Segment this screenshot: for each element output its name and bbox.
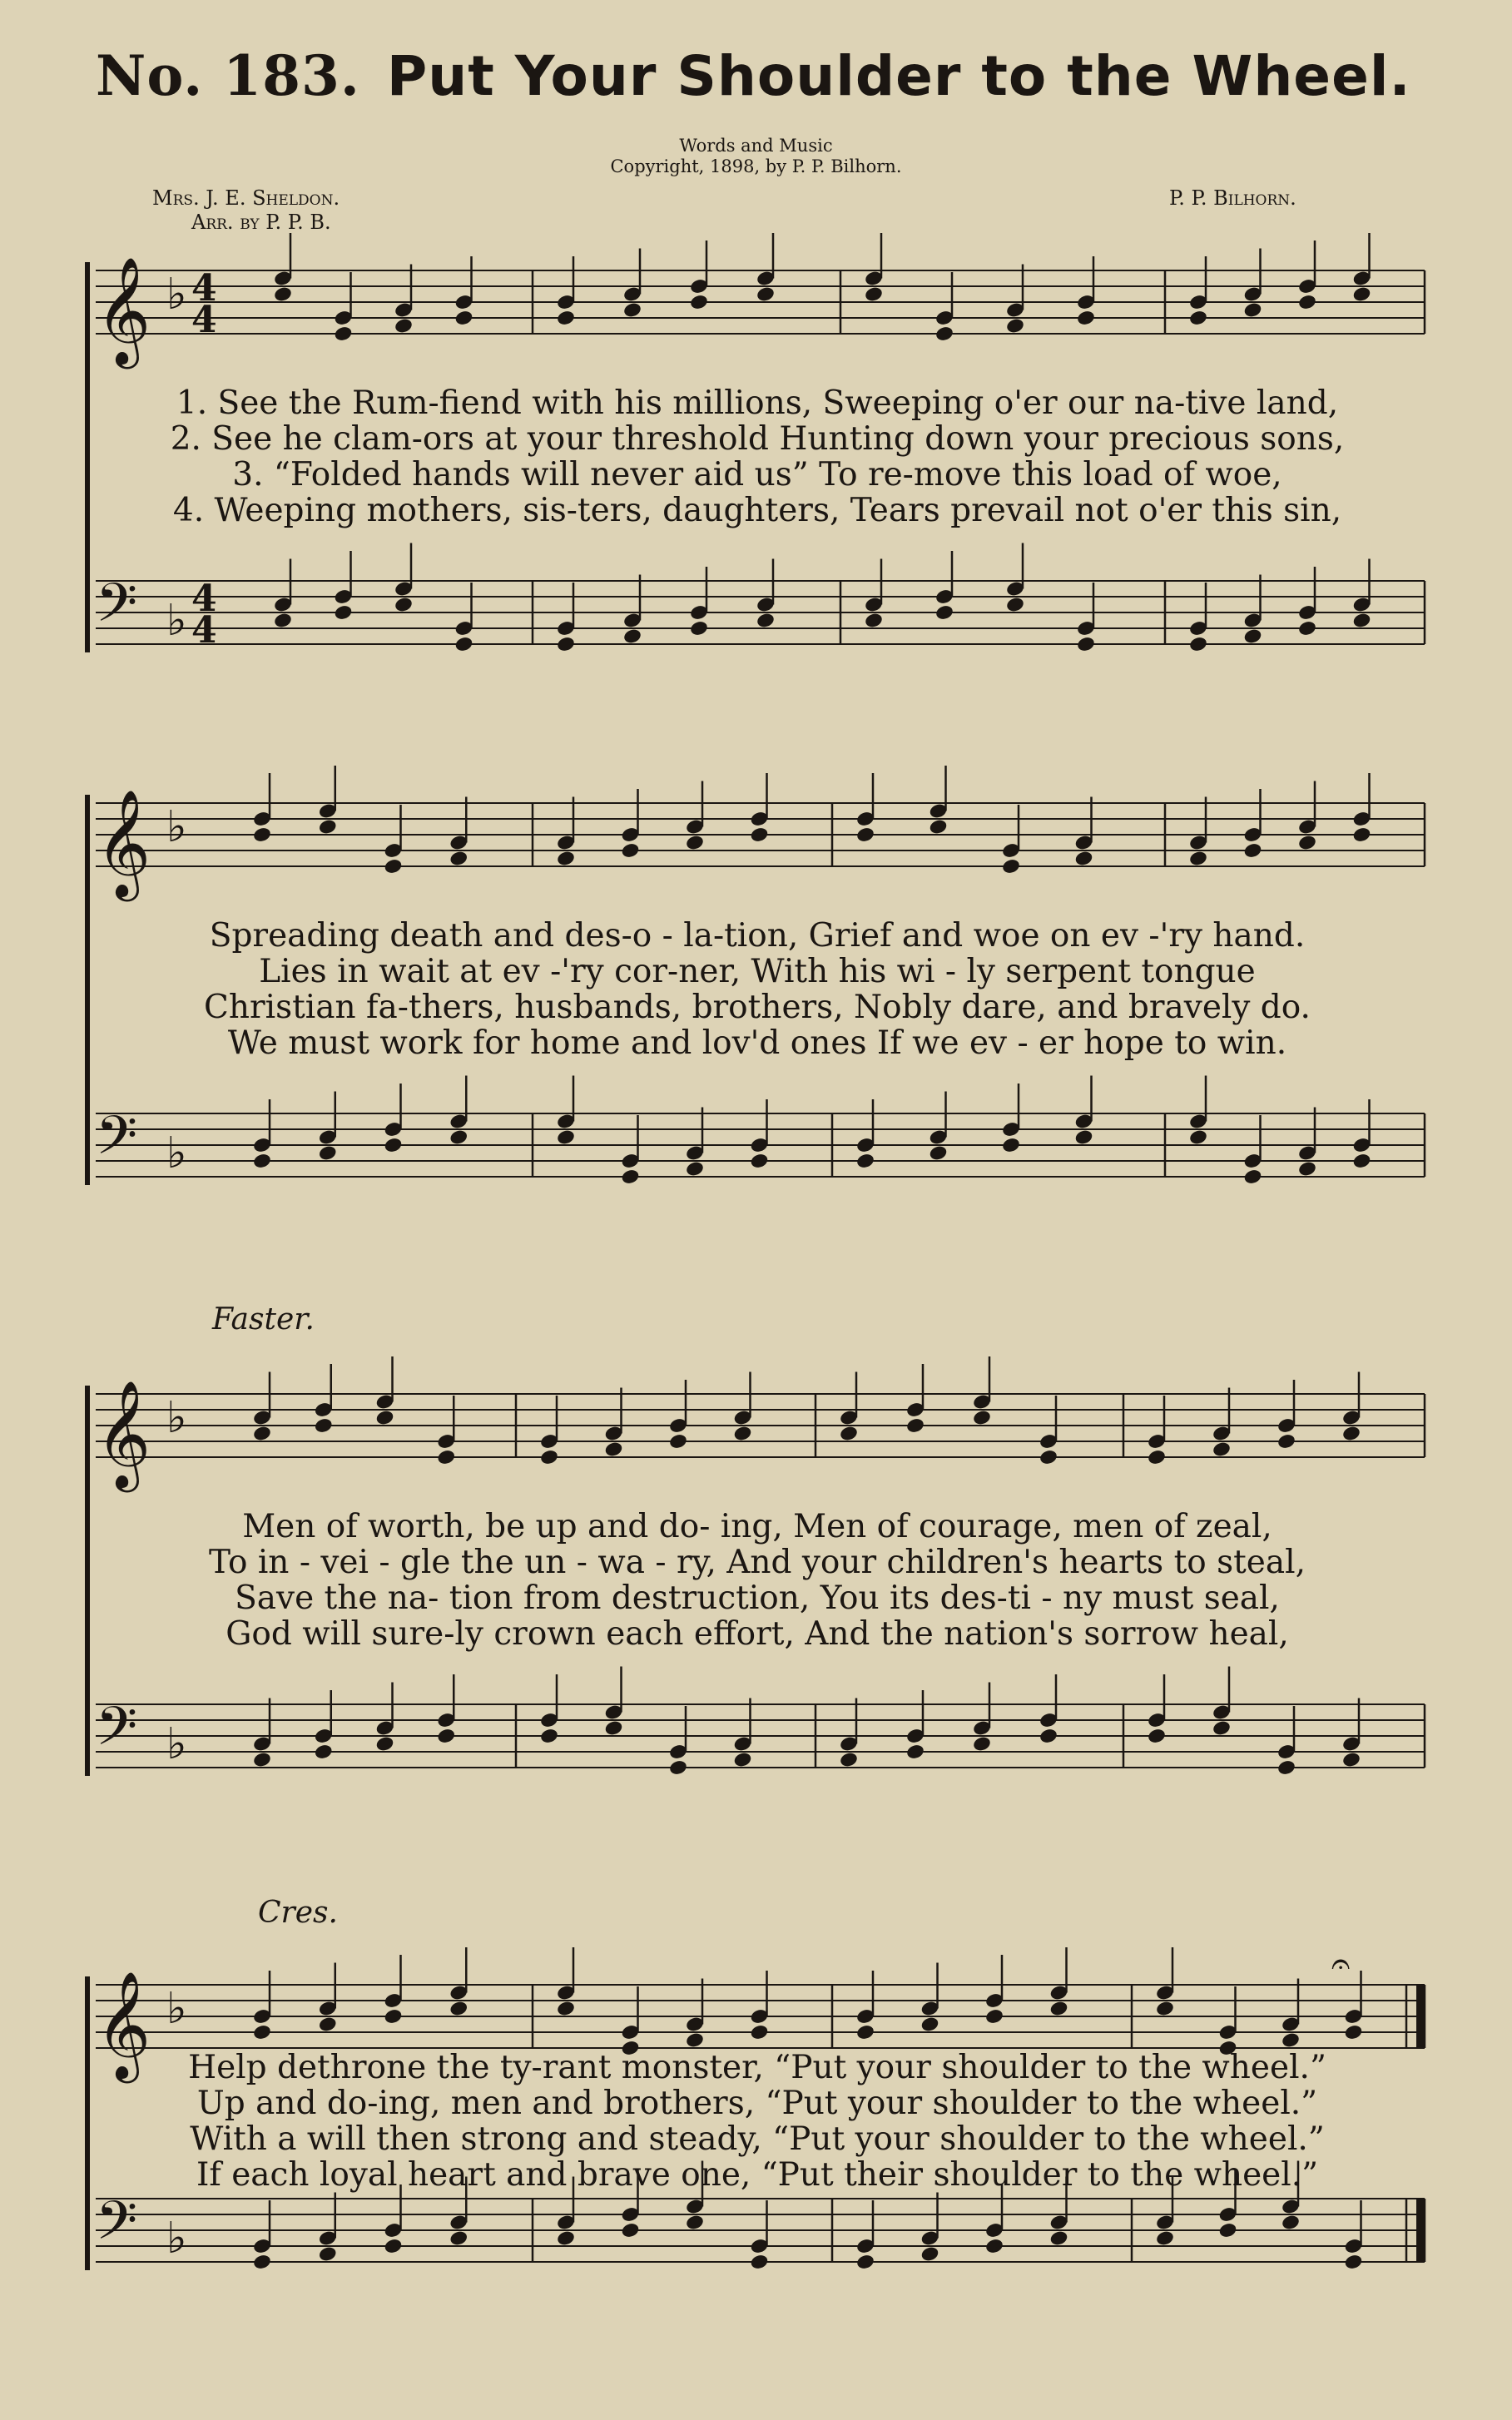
note-icon: [1076, 310, 1096, 327]
lyric-verse-4: 4. Weeping mothers, sis-ters, daughters, Tears prevail not o'er this sin,: [172, 492, 1342, 529]
note-icon: [972, 1735, 992, 1753]
note-icon: [449, 1128, 468, 1146]
flat-icon: ♭: [166, 1393, 187, 1443]
note-icon: [685, 1160, 705, 1178]
note-icon: [864, 285, 884, 303]
note-icon: [929, 1144, 949, 1162]
note-icon: [934, 325, 954, 343]
note-icon: [1341, 1425, 1361, 1442]
note-icon: [1344, 2254, 1364, 2271]
note-icon: [1147, 1449, 1167, 1466]
note-icon: [1281, 2214, 1301, 2231]
note-icon: [689, 294, 709, 311]
flat-icon: ♭: [166, 596, 187, 646]
note-icon: [556, 636, 576, 653]
note-icon: [905, 1743, 925, 1761]
lyric-verse-1: Help dethrone the ty-rant monster, “Put your shoulder to the wheel.”: [188, 2049, 1326, 2086]
final-barline: [1416, 1985, 1425, 2048]
note-icon: [1188, 310, 1208, 327]
note-icon: [1297, 620, 1317, 637]
lyric-verse-2: Lies in wait at ev -'ry cor-ner, With his wi - ly serpent tongue: [259, 953, 1256, 990]
bass-staff: [96, 1076, 1425, 1186]
note-icon: [394, 317, 414, 335]
lyric-verse-1: 1. See the Rum-fiend with his millions, Sweeping o'er our na-tive land,: [176, 384, 1339, 422]
note-icon: [920, 2245, 940, 2263]
note-icon: [1277, 1433, 1296, 1451]
note-icon: [689, 620, 709, 637]
note-icon: [375, 1409, 395, 1426]
flat-icon: ♭: [166, 802, 187, 852]
note-icon: [839, 1751, 859, 1768]
note-icon: [1277, 1759, 1296, 1777]
note-icon: [864, 612, 884, 629]
hymn-title: Put Your Shoulder to the Wheel.: [386, 44, 1411, 108]
lyrics-block: [83, 918, 1431, 1061]
note-icon: [1001, 858, 1021, 875]
treble-clef-icon: 𝄞: [96, 256, 151, 364]
note-icon: [668, 1433, 688, 1451]
bass-staff: [96, 1667, 1425, 1777]
note-icon: [733, 1425, 753, 1442]
copyright-line-1: Words and Music: [679, 136, 833, 156]
lyric-verse-1: Men of worth, be up and do- ing, Men of courage, men of zeal,: [242, 1508, 1272, 1545]
fermata-icon: 𝄐: [1331, 1947, 1351, 1983]
lyric-verse-2: To in - vei - gle the un - wa - ry, And your children's hearts to steal,: [208, 1544, 1306, 1581]
note-icon: [685, 2214, 705, 2231]
lyrics-block: [83, 2050, 1431, 2193]
author-credit: Mrs. J. E. Sheldon.: [152, 186, 340, 210]
note-icon: [1212, 1719, 1232, 1737]
note-icon: [556, 310, 576, 327]
note-icon: [384, 1137, 404, 1154]
lyric-verse-3: Save the na- tion from destruction, You its des-ti - ny must seal,: [235, 1579, 1280, 1617]
flat-icon: ♭: [166, 2214, 187, 2264]
note-icon: [556, 1128, 576, 1146]
flat-icon: ♭: [166, 270, 187, 320]
note-icon: [1218, 2222, 1238, 2239]
flat-icon: ♭: [166, 1984, 187, 2034]
note-icon: [756, 612, 776, 629]
note-icon: [604, 1441, 624, 1458]
note-icon: [934, 604, 954, 622]
note-icon: [685, 2031, 705, 2049]
note-icon: [622, 301, 642, 319]
note-icon: [855, 826, 875, 844]
note-icon: [1243, 627, 1263, 645]
time-signature-bottom: 4: [191, 609, 217, 652]
bass-clef-icon: 𝄢: [96, 573, 138, 647]
note-icon: [273, 612, 293, 629]
note-icon: [920, 2016, 940, 2033]
bass-clef-icon: 𝄢: [96, 1105, 138, 1180]
note-icon: [1001, 1137, 1021, 1154]
note-icon: [1297, 1160, 1317, 1178]
time-signature-top: 4: [191, 267, 217, 310]
note-icon: [905, 1417, 925, 1435]
note-icon: [384, 2008, 404, 2026]
lyric-verse-3: Christian fa-thers, husbands, brothers, Nobly dare, and bravely do.: [204, 989, 1311, 1026]
note-icon: [454, 636, 474, 653]
note-icon: [1297, 294, 1317, 311]
flat-icon: ♭: [166, 1128, 187, 1178]
note-icon: [984, 2238, 1004, 2255]
note-icon: [733, 1751, 753, 1768]
copyright-line-2: Copyright, 1898, by P. P. Bilhorn.: [610, 156, 902, 176]
time-signature-bottom: 4: [191, 299, 217, 341]
lyric-verse-3: 3. “Folded hands will never aid us” To re-move this load of woe,: [232, 456, 1282, 493]
note-icon: [1243, 301, 1263, 319]
note-icon: [318, 2245, 338, 2263]
note-icon: [318, 818, 338, 836]
treble-clef-icon: 𝄞: [96, 1971, 151, 2079]
note-icon: [621, 842, 641, 860]
note-icon: [1039, 1728, 1058, 1745]
note-icon: [621, 2222, 641, 2239]
dynamics-marking: Cres.: [258, 1896, 338, 1930]
note-icon: [449, 850, 468, 867]
note-icon: [750, 826, 770, 844]
note-icon: [1212, 1441, 1232, 1458]
note-icon: [556, 850, 576, 867]
note-icon: [1297, 834, 1317, 851]
note-icon: [334, 604, 354, 622]
note-icon: [984, 2008, 1004, 2026]
note-icon: [539, 1449, 559, 1466]
note-icon: [1005, 596, 1025, 613]
note-icon: [314, 1743, 334, 1761]
note-icon: [449, 2000, 468, 2017]
note-icon: [318, 1144, 338, 1162]
note-icon: [1352, 285, 1372, 303]
note-icon: [1074, 1128, 1094, 1146]
note-icon: [556, 2000, 576, 2017]
note-icon: [384, 2238, 404, 2255]
note-icon: [454, 310, 474, 327]
treble-clef-icon: 𝄞: [96, 1380, 151, 1488]
composer-credit: P. P. Bilhorn.: [1169, 186, 1296, 210]
note-icon: [668, 1759, 688, 1777]
note-icon: [252, 1751, 272, 1768]
note-icon: [604, 1719, 624, 1737]
note-icon: [1188, 1128, 1208, 1146]
bass-staff: [96, 543, 1425, 653]
note-icon: [1188, 636, 1208, 653]
note-icon: [750, 2254, 770, 2271]
note-icon: [1074, 850, 1094, 867]
note-icon: [1352, 1153, 1372, 1170]
note-icon: [1076, 636, 1096, 653]
flat-icon: ♭: [166, 1719, 187, 1769]
treble-staff: [96, 233, 1425, 369]
note-icon: [1243, 1168, 1263, 1186]
note-icon: [750, 1153, 770, 1170]
treble-staff: [96, 1356, 1425, 1493]
treble-staff: [96, 766, 1425, 902]
final-barline: [1416, 2199, 1425, 2262]
note-icon: [252, 2024, 272, 2041]
lyrics-block: [83, 1509, 1431, 1652]
note-icon: [394, 596, 414, 613]
note-icon: [436, 1728, 456, 1745]
note-icon: [1049, 2000, 1069, 2017]
note-icon: [252, 2254, 272, 2271]
lyrics-block: [83, 385, 1431, 528]
note-icon: [622, 627, 642, 645]
note-icon: [1155, 2000, 1175, 2017]
note-icon: [539, 1728, 559, 1745]
note-icon: [929, 818, 949, 836]
note-icon: [1039, 1449, 1058, 1466]
note-icon: [1344, 2024, 1364, 2041]
note-icon: [855, 2254, 875, 2271]
note-icon: [839, 1425, 859, 1442]
note-icon: [273, 285, 293, 303]
page-title: [96, 43, 1469, 108]
lyric-verse-4: God will sure-ly crown each effort, And the nation's sorrow heal,: [226, 1615, 1289, 1653]
note-icon: [252, 1153, 272, 1170]
note-icon: [1352, 826, 1372, 844]
tempo-marking: Faster.: [212, 1302, 315, 1336]
lyric-verse-1: Spreading death and des-o - la-tion, Grief and woe on ev -'ry hand.: [209, 917, 1306, 955]
note-icon: [750, 2024, 770, 2041]
note-icon: [375, 1735, 395, 1753]
note-icon: [1188, 850, 1208, 867]
note-icon: [1147, 1728, 1167, 1745]
note-icon: [855, 2024, 875, 2041]
note-icon: [855, 1153, 875, 1170]
bass-clef-icon: 𝄢: [96, 2190, 138, 2265]
treble-clef-icon: 𝄞: [96, 789, 151, 897]
note-icon: [685, 834, 705, 851]
note-icon: [621, 1168, 641, 1186]
lyric-verse-4: If each loyal heart and brave one, “Put their shoulder to the wheel.”: [196, 2156, 1319, 2194]
note-icon: [1243, 842, 1263, 860]
note-icon: [449, 2229, 468, 2247]
note-icon: [1005, 317, 1025, 335]
arranger-credit: Arr. by P. P. B.: [191, 211, 331, 234]
note-icon: [318, 2016, 338, 2033]
lyric-verse-2: 2. See he clam-ors at your threshold Hunting down your precious sons,: [170, 420, 1345, 458]
note-icon: [314, 1417, 334, 1435]
lyric-verse-3: With a will then strong and steady, “Put your shoulder to the wheel.”: [190, 2120, 1325, 2158]
note-icon: [252, 1425, 272, 1442]
note-icon: [1049, 2229, 1069, 2247]
note-icon: [384, 858, 404, 875]
note-icon: [756, 285, 776, 303]
time-signature-top: 4: [191, 578, 217, 620]
lyric-verse-4: We must work for home and lov'd ones If we ev - er hope to win.: [227, 1024, 1287, 1062]
note-icon: [1341, 1751, 1361, 1768]
note-icon: [1155, 2229, 1175, 2247]
note-icon: [1281, 2031, 1301, 2049]
note-icon: [334, 325, 354, 343]
note-icon: [1352, 612, 1372, 629]
note-icon: [436, 1449, 456, 1466]
note-icon: [252, 826, 272, 844]
note-icon: [972, 1409, 992, 1426]
note-icon: [556, 2229, 576, 2247]
hymn-number: No. 183.: [96, 43, 360, 108]
bass-clef-icon: 𝄢: [96, 1696, 138, 1771]
lyric-verse-2: Up and do-ing, men and brothers, “Put your shoulder to the wheel.”: [196, 2085, 1318, 2122]
